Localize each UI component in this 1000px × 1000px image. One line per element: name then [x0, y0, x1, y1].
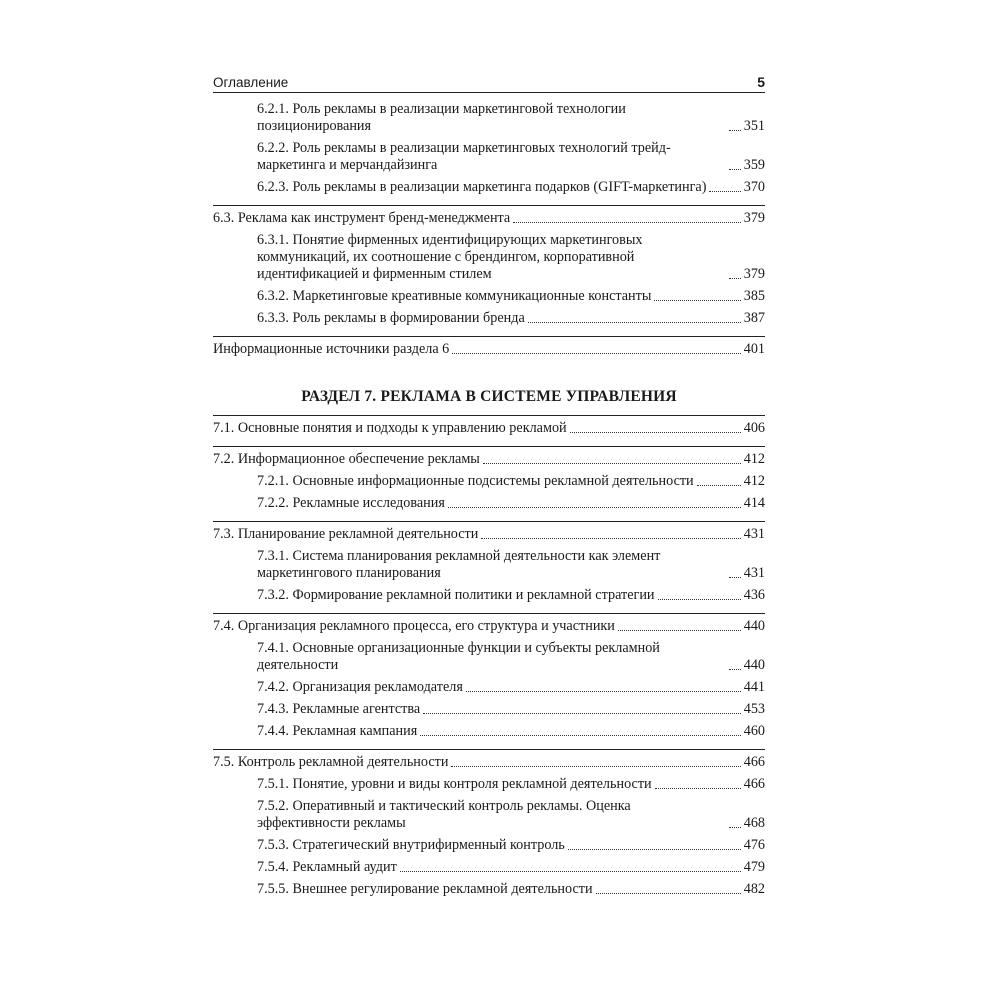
toc-entry: [213, 232, 765, 283]
toc-entry-title: 7.4.4. Рекламная кампания: [257, 723, 418, 739]
toc-entry-page: 414: [743, 495, 765, 511]
toc-leader-dots: [448, 507, 741, 508]
toc-entry-page: 379: [743, 210, 765, 226]
toc-leader-dots: [729, 577, 741, 578]
toc-entry: [213, 140, 765, 174]
toc-entry: [213, 101, 765, 135]
toc-entry-title: 7.3.1. Система планирования рекламной деятельности как элемент маркетингового планирования: [257, 548, 661, 581]
toc-entry: [213, 679, 765, 696]
toc-leader-dots: [513, 222, 741, 223]
section-separator: [213, 613, 765, 614]
toc-entry-title: 7.1. Основные понятия и подходы к управлению рекламой: [213, 420, 567, 436]
toc-entry: [213, 548, 765, 582]
toc-entry: [213, 723, 765, 740]
table-of-contents: [213, 101, 765, 898]
section-separator: [213, 749, 765, 750]
toc-leader-dots: [528, 322, 741, 323]
section-separator: [213, 446, 765, 447]
toc-entry-title: 7.2.1. Основные информационные подсистемы рекламной деятельности: [257, 473, 694, 489]
toc-leader-dots: [729, 827, 741, 828]
toc-entry-title: 6.3.3. Роль рекламы в формировании бренда: [257, 310, 525, 326]
toc-entry-title: 7.5.4. Рекламный аудит: [257, 859, 397, 875]
toc-entry: [213, 420, 765, 437]
toc-entry-page: 482: [743, 881, 765, 897]
toc-entry-title: 7.4.3. Рекламные агентства: [257, 701, 421, 717]
toc-leader-dots: [568, 849, 741, 850]
section-separator: [213, 205, 765, 206]
section-separator: [213, 521, 765, 522]
toc-entry-page: 359: [743, 157, 765, 173]
toc-entry-page: 379: [743, 266, 765, 282]
toc-leader-dots: [655, 788, 741, 789]
toc-entry-title: 7.5.5. Внешнее регулирование рекламной деятельности: [257, 881, 593, 897]
toc-entry: [213, 526, 765, 543]
toc-leader-dots: [483, 463, 741, 464]
toc-leader-dots: [451, 766, 740, 767]
toc-entry-title: 7.2.2. Рекламные исследования: [257, 495, 445, 511]
toc-entry-title: 6.3.1. Понятие фирменных идентифицирующих маркетинговых коммуникаций, их соотношение с брендингом, корпоративной идентификацией и фирменным стилем: [257, 232, 643, 282]
toc-entry: [213, 859, 765, 876]
toc-leader-dots: [570, 432, 741, 433]
page-number: 5: [757, 74, 765, 90]
toc-entry-page: 370: [743, 179, 765, 195]
toc-entry-page: 476: [743, 837, 765, 853]
toc-entry-page: 479: [743, 859, 765, 875]
toc-leader-dots: [658, 599, 741, 600]
toc-entry-page: 406: [743, 420, 765, 436]
toc-entry-page: 460: [743, 723, 765, 739]
section-heading: РАЗДЕЛ 7. РЕКЛАМА В СИСТЕМЕ УПРАВЛЕНИЯ: [301, 388, 677, 405]
section-separator: [213, 415, 765, 416]
toc-entry-title: 7.3. Планирование рекламной деятельности: [213, 526, 479, 542]
toc-leader-dots: [452, 353, 740, 354]
toc-entry: [213, 754, 765, 771]
toc-leader-dots: [596, 893, 741, 894]
toc-entry-page: 466: [743, 776, 765, 792]
toc-entry-page: 385: [743, 288, 765, 304]
toc-entry-title: 7.2. Информационное обеспечение рекламы: [213, 451, 480, 467]
toc-leader-dots: [420, 735, 740, 736]
toc-entry-title: Информационные источники раздела 6: [213, 341, 450, 357]
toc-leader-dots: [654, 300, 740, 301]
toc-entry: [213, 798, 765, 832]
toc-entry: [213, 640, 765, 674]
toc-entry: [213, 618, 765, 635]
toc-entry-page: 351: [743, 118, 765, 134]
running-header-title: Оглавление: [213, 75, 289, 90]
toc-leader-dots: [423, 713, 741, 714]
toc-leader-dots: [618, 630, 741, 631]
toc-entry-page: 440: [743, 618, 765, 634]
toc-entry: [213, 451, 765, 468]
toc-entry-title: 6.2.3. Роль рекламы в реализации маркетинга подарков (GIFT-маркетинга): [257, 179, 707, 195]
toc-entry-page: 440: [743, 657, 765, 673]
toc-entry-page: 436: [743, 587, 765, 603]
toc-entry: [213, 179, 765, 196]
book-page: [213, 70, 765, 898]
toc-leader-dots: [697, 485, 741, 486]
toc-leader-dots: [729, 669, 741, 670]
toc-entry-title: 6.3. Реклама как инструмент бренд-менеджмента: [213, 210, 511, 226]
toc-entry-title: 7.5.1. Понятие, уровни и виды контроля рекламной деятельности: [257, 776, 652, 792]
toc-leader-dots: [729, 278, 741, 279]
toc-entry: [213, 776, 765, 793]
toc-entry-page: 431: [743, 526, 765, 542]
toc-leader-dots: [709, 191, 740, 192]
toc-entry-page: 412: [743, 473, 765, 489]
toc-entry-page: 401: [743, 341, 765, 357]
toc-entry-page: 441: [743, 679, 765, 695]
toc-leader-dots: [400, 871, 741, 872]
toc-entry-title: 6.2.2. Роль рекламы в реализации маркетинговых технологий трейд-маркетинга и мерчандайзинга: [257, 140, 671, 173]
toc-entry-page: 412: [743, 451, 765, 467]
toc-entry: [213, 210, 765, 227]
toc-entry: [213, 473, 765, 490]
toc-entry: [213, 495, 765, 512]
toc-entry: [213, 341, 765, 358]
toc-entry: [213, 837, 765, 854]
toc-leader-dots: [729, 169, 741, 170]
toc-leader-dots: [466, 691, 741, 692]
section-separator: [213, 336, 765, 337]
toc-leader-dots: [729, 130, 741, 131]
toc-entry-page: 466: [743, 754, 765, 770]
toc-entry-title: 6.2.1. Роль рекламы в реализации маркетинговой технологии позиционирования: [257, 101, 626, 134]
toc-entry: [213, 881, 765, 898]
toc-entry-page: 387: [743, 310, 765, 326]
toc-entry-title: 7.5.3. Стратегический внутрифирменный контроль: [257, 837, 565, 853]
toc-entry-title: 7.4. Организация рекламного процесса, его структура и участники: [213, 618, 615, 634]
toc-leader-dots: [481, 538, 740, 539]
toc-entry-title: 6.3.2. Маркетинговые креативные коммуникационные константы: [257, 288, 652, 304]
toc-entry-title: 7.3.2. Формирование рекламной политики и рекламной стратегии: [257, 587, 655, 603]
toc-entry-page: 453: [743, 701, 765, 717]
toc-entry-title: 7.4.1. Основные организационные функции и субъекты рекламной деятельности: [257, 640, 660, 673]
toc-entry-page: 431: [743, 565, 765, 581]
toc-entry-title: 7.5. Контроль рекламной деятельности: [213, 754, 449, 770]
toc-entry: [213, 701, 765, 718]
toc-entry: [213, 587, 765, 604]
toc-entry-title: 7.5.2. Оперативный и тактический контроль рекламы. Оценка эффективности рекламы: [257, 798, 631, 831]
toc-entry-page: 468: [743, 815, 765, 831]
toc-entry: [213, 288, 765, 305]
running-header: [213, 70, 765, 93]
toc-entry: [213, 310, 765, 327]
toc-entry-title: 7.4.2. Организация рекламодателя: [257, 679, 463, 695]
